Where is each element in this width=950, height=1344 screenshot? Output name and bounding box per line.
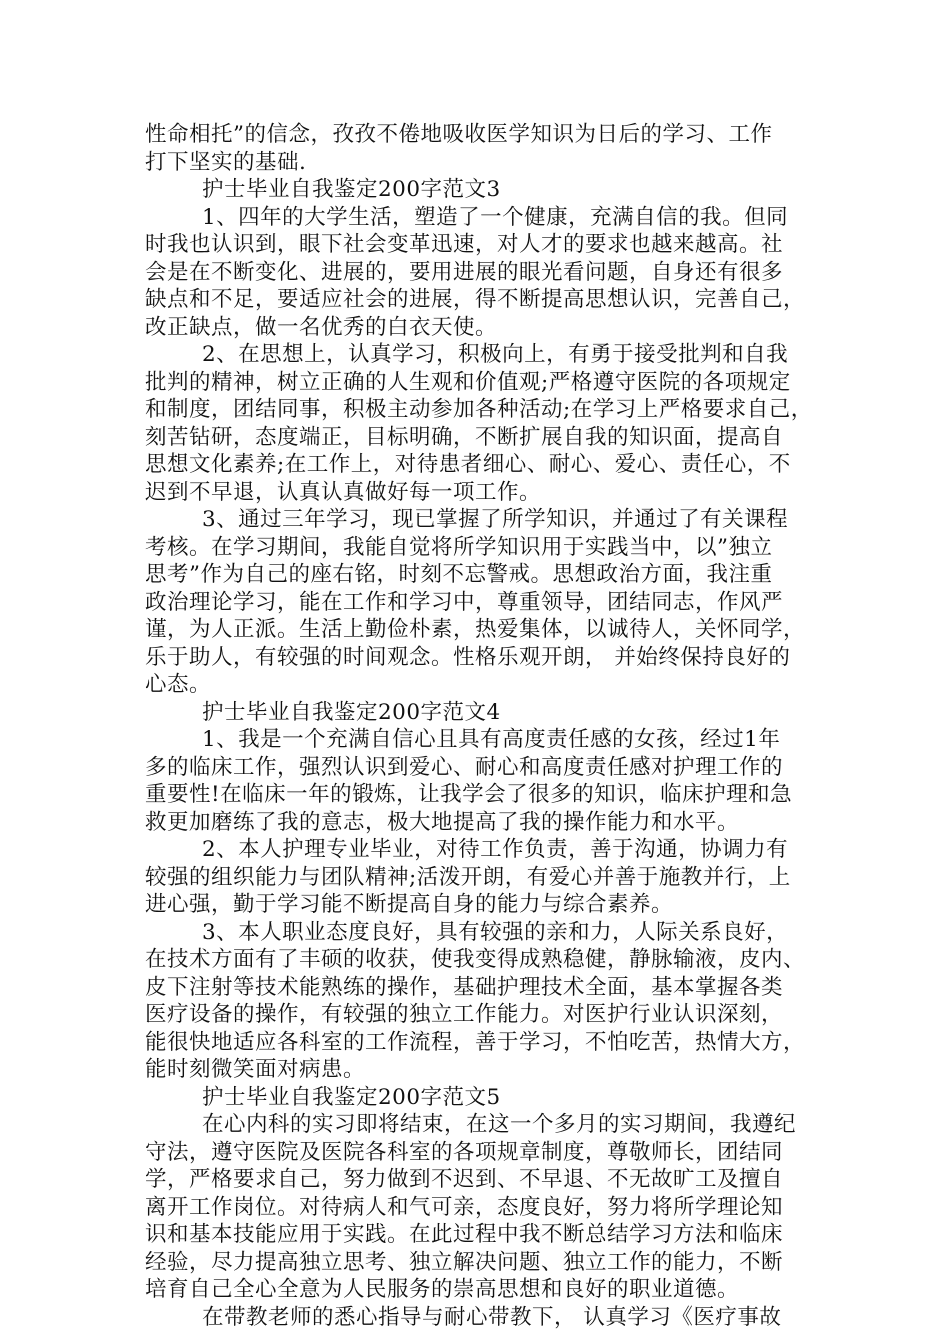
text-line: 重要性!在临床一年的锻炼，让我学会了很多的知识，临床护理和急 <box>145 782 793 807</box>
text-line: 缺点和不足，要适应社会的进展，得不断提高思想认识，完善自己， <box>145 287 806 312</box>
text-line: 谨，为人正派。生活上勤俭朴素，热爱集体，以诚待人，关怀同学， <box>145 617 806 642</box>
text-line: 刻苦钻研，态度端正，目标明确，不断扩展自我的知识面，提高自 <box>145 424 784 450</box>
text-line: 改正缺点，做一名优秀的白衣天使。 <box>145 314 498 340</box>
text-line: 学，严格要求自己，努力做到不迟到、不早退、不无故旷工及擅自 <box>145 1167 784 1192</box>
text-line: 时我也认识到，眼下社会变革迅速，对人才的要求也越来越高。社 <box>145 232 784 257</box>
text-line: 1、四年的大学生活，塑造了一个健康，充满自信的我。但同 <box>202 204 789 230</box>
text-line: 2、本人护理专业毕业，对待工作负责，善于沟通，协调力有 <box>202 837 789 862</box>
text-line: 打下坚实的基础. <box>145 149 307 175</box>
text-line: 救更加磨练了我的意志，极大地提高了我的操作能力和水平。 <box>145 809 740 835</box>
text-line: 培育自己全心全意为人民服务的崇高思想和良好的职业道德。 <box>145 1277 740 1302</box>
text-line: 在技术方面有了丰硕的收获，使我变得成熟稳健，静脉输液，皮内、 <box>145 947 806 972</box>
text-line: 多的临床工作，强烈认识到爱心、耐心和高度责任感对护理工作的 <box>145 754 784 780</box>
text-line: 能很快地适应各科室的工作流程，善于学习，不怕吃苦，热情大方， <box>145 1029 806 1055</box>
text-line: 离开工作岗位。对待病人和气可亲，态度良好，努力将所学理论知 <box>145 1194 784 1220</box>
section-heading: 护士毕业自我鉴定200字范文5 <box>202 1084 501 1110</box>
text-line: 1、我是一个充满自信心且具有高度责任感的女孩，经过1年 <box>202 727 781 752</box>
text-line: 政治理论学习，能在工作和学习中，尊重领导，团结同志，作风严 <box>145 589 784 615</box>
text-line: 能时刻微笑面对病患。 <box>145 1057 366 1082</box>
section-heading: 护士毕业自我鉴定200字范文3 <box>202 177 501 202</box>
text-line: 皮下注射等技术能熟练的操作，基础护理技术全面，基本掌握各类 <box>145 974 784 1000</box>
text-line: 3、本人职业态度良好，具有较强的亲和力，人际关系良好， <box>202 919 789 945</box>
section-heading: 护士毕业自我鉴定200字范文4 <box>202 699 501 725</box>
text-line: 3、通过三年学习，现已掌握了所学知识，并通过了有关课程 <box>202 507 789 532</box>
text-line: 性命相托”的信念，孜孜不倦地吸收医学知识为日后的学习、工作 <box>145 122 773 147</box>
text-line: 乐于助人，有较强的时间观念。性格乐观开朗， 并始终保持良好的 <box>145 644 791 670</box>
text-line: 批判的精神，树立正确的人生观和价值观;严格遵守医院的各项规定 <box>145 369 791 395</box>
text-line: 会是在不断变化、进展的，要用进展的眼光看问题，自身还有很多 <box>145 259 784 285</box>
text-line: 守法，遵守医院及医院各科室的各项规章制度，尊敬师长，团结同 <box>145 1139 784 1165</box>
text-line: 心态。 <box>145 672 212 697</box>
text-line: 经验，尽力提高独立思考、独立解决问题、独立工作的能力，不断 <box>145 1249 784 1275</box>
text-line: 思想文化素养;在工作上，对待患者细心、耐心、爱心、责任心，不 <box>145 452 791 477</box>
text-line: 在带教老师的悉心指导与耐心带教下， 认真学习《医疗事故 <box>202 1304 782 1330</box>
text-line: 思考”作为自己的座右铭，时刻不忘警戒。思想政治方面，我注重 <box>145 562 773 587</box>
text-line: 和制度，团结同事，积极主动参加各种活动;在学习上严格要求自己， <box>145 397 813 422</box>
text-line: 进心强，勤于学习能不断提高自身的能力与综合素养。 <box>145 892 674 917</box>
text-line: 在心内科的实习即将结束，在这一个多月的实习期间，我遵纪 <box>202 1112 797 1137</box>
text-line: 医疗设备的操作，有较强的独立工作能力。对医护行业认识深刻， <box>145 1002 784 1027</box>
text-line: 2、在思想上，认真学习，积极向上，有勇于接受批判和自我 <box>202 342 789 367</box>
document-page <box>145 121 825 1331</box>
text-line: 较强的组织能力与团队精神;活泼开朗，有爱心并善于施教并行，上 <box>145 864 791 890</box>
text-line: 迟到不早退，认真认真做好每一项工作。 <box>145 479 542 505</box>
text-line: 识和基本技能应用于实践。在此过程中我不断总结学习方法和临床 <box>145 1222 784 1247</box>
text-line: 考核。在学习期间，我能自觉将所学知识用于实践当中，以”独立 <box>145 534 773 560</box>
